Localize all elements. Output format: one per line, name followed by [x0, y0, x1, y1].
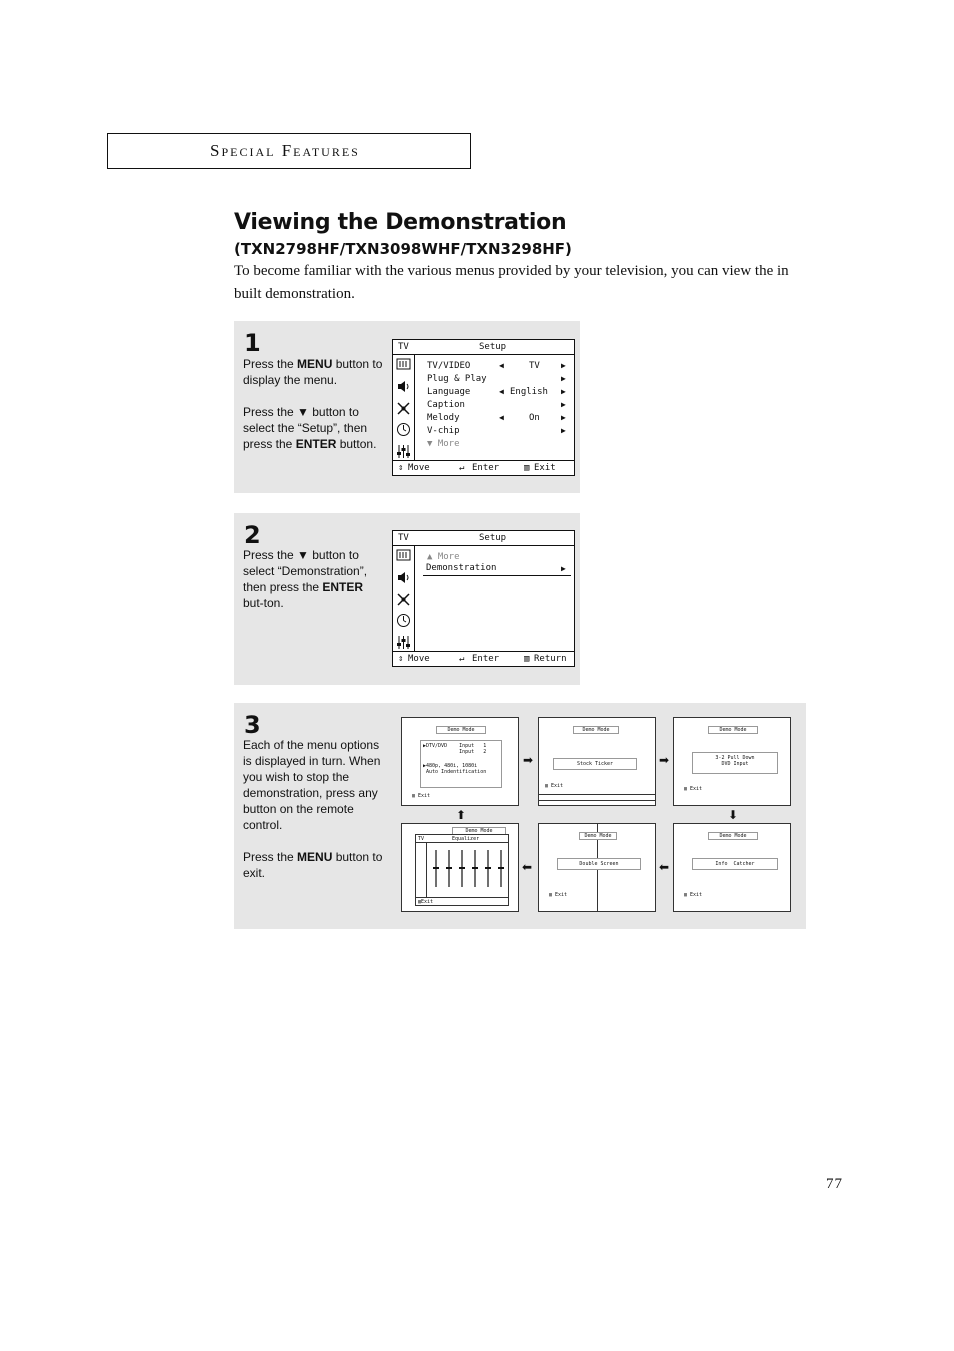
footer-enter: Enter	[472, 463, 500, 473]
menu-item-melody[interactable]: Melody	[427, 413, 460, 423]
demo-pull-down-box	[692, 752, 778, 774]
menu-item-demonstration: Demonstration	[426, 563, 497, 573]
arrow-up-icon: ⬆	[456, 808, 467, 822]
demo-stock-ticker: Stock Ticker	[553, 758, 637, 770]
equalizer-osd	[415, 834, 509, 906]
demo-exit	[684, 892, 702, 898]
menu-item-demonstration-row[interactable]	[423, 563, 571, 576]
step-2-number: 2	[244, 521, 261, 549]
footer-exit: Exit	[534, 463, 556, 473]
osd-sidebar	[393, 354, 415, 461]
arrow-right-icon: ▶	[561, 564, 566, 573]
demo-exit	[549, 892, 567, 898]
menu-icon: ▥	[524, 463, 530, 473]
footer-return: Return	[534, 654, 567, 664]
step-1-instructions	[243, 356, 383, 452]
value-tv-video: TV	[529, 361, 540, 371]
demo-exit	[684, 786, 702, 792]
channel-icon	[396, 592, 411, 607]
demo-screen-double-screen	[538, 823, 656, 912]
sound-icon	[396, 379, 411, 394]
clock-icon	[396, 422, 411, 437]
footer-move: Move	[408, 654, 430, 664]
picture-icon	[396, 548, 411, 563]
osd-footer	[393, 651, 574, 666]
osd-tv-label: TV	[418, 836, 425, 842]
menu-key-label: MENU	[297, 850, 333, 864]
arrow-left-icon: ◀	[499, 361, 504, 370]
footer-move: Move	[408, 463, 430, 473]
step-1-text: Press the	[243, 357, 298, 371]
enter-key-label: ENTER	[295, 437, 337, 451]
demo-double-screen: Double Screen	[557, 858, 641, 870]
arrow-right-icon: ▶	[561, 387, 566, 396]
demo-mode-label: Demo Mode	[436, 726, 486, 734]
osd-title: Setup	[479, 342, 507, 352]
menu-item-caption[interactable]: Caption	[427, 400, 465, 410]
demo-info-catcher: Info Catcher	[692, 858, 778, 870]
demo-exit-label: Exit	[690, 786, 703, 792]
demo-input-line: Input 2	[423, 749, 487, 755]
demo-mode-label: Demo Mode	[708, 726, 758, 734]
demo-exit-label: Exit	[555, 892, 568, 898]
osd-title: Setup	[479, 533, 507, 543]
step-1-text: button.	[336, 437, 377, 451]
step-3-instructions	[243, 737, 383, 881]
arrow-down-icon: ⬇	[728, 808, 739, 822]
demo-exit	[545, 783, 563, 789]
osd-title: Equalizer	[452, 836, 480, 842]
enter-icon: ↵	[459, 463, 465, 473]
demo-exit-label: Exit	[551, 783, 564, 789]
step-2-instructions	[243, 547, 385, 611]
menu-icon: ▥	[412, 793, 416, 799]
page-number: 77	[826, 1176, 843, 1192]
step-2-text: Press the ▼ button to select “Demonstration”, then press the	[243, 548, 368, 594]
step-1-panel	[234, 321, 580, 493]
arrow-left-icon: ⬅	[659, 860, 670, 874]
value-language: English	[510, 387, 548, 397]
arrow-left-icon: ⬅	[522, 860, 533, 874]
demo-mode-label: Demo Mode	[579, 832, 617, 840]
demo-screen-info-catcher	[673, 823, 791, 912]
menu-icon: ▥	[684, 786, 688, 792]
osd-header	[393, 340, 574, 355]
model-numbers: (TXN2798HF/TXN3098WHF/TXN3298HF)	[234, 240, 572, 258]
intro-paragraph: To become familiar with the various menus provided by your television, you can view the in built demonstration.	[234, 263, 789, 302]
osd-footer	[393, 460, 574, 475]
move-icon: ⇕	[398, 654, 404, 664]
arrow-right-icon: ▶	[561, 400, 566, 409]
demo-input-line: ▶DTV/DVD Input 1	[423, 743, 487, 749]
demo-screen-input	[401, 717, 519, 806]
equalizer-sliders	[428, 845, 506, 895]
arrow-left-icon: ◀	[499, 387, 504, 396]
arrow-left-icon: ◀	[499, 413, 504, 422]
ticker-line	[539, 794, 655, 795]
menu-key-label: MENU	[297, 357, 333, 371]
demo-pull-down: 3-2 Pull Down	[715, 755, 755, 761]
arrow-right-icon: ▶	[561, 413, 566, 422]
osd-header	[393, 531, 574, 546]
step-2-panel	[234, 513, 580, 685]
menu-icon: ▥	[545, 783, 549, 789]
arrow-right-icon: ➡	[659, 753, 670, 767]
arrow-right-icon: ➡	[523, 753, 534, 767]
menu-item-tv-video[interactable]: TV/VIDEO	[427, 361, 471, 371]
menu-icon: ▥	[684, 892, 688, 898]
setup-icon	[396, 444, 411, 459]
enter-key-label: ENTER	[322, 580, 364, 594]
osd-sidebar	[393, 545, 415, 652]
step-3-text: Press the	[243, 850, 298, 864]
step-3-panel	[234, 703, 806, 929]
section-title: Special Features	[210, 141, 360, 160]
footer-enter: Enter	[472, 654, 500, 664]
arrow-right-icon: ▶	[561, 361, 566, 370]
step-1-text: button to display the menu.	[243, 357, 383, 387]
menu-icon: ▥	[418, 899, 422, 905]
demo-mode-label: Demo Mode	[573, 726, 619, 734]
arrow-right-icon: ▶	[561, 374, 566, 383]
demo-screen-pull-down	[673, 717, 791, 806]
menu-more[interactable]: ▼ More	[427, 439, 460, 449]
demo-input-line: Auto Indentification	[423, 769, 487, 775]
demo-dvd-input: DVD Input	[721, 761, 749, 767]
ticker-line	[539, 800, 655, 801]
osd-sidebar	[426, 842, 427, 897]
setup-menu-screen	[392, 339, 575, 476]
enter-icon: ↵	[459, 654, 465, 664]
step-2-text: but-ton.	[243, 596, 284, 610]
menu-icon: ▥	[524, 654, 530, 664]
osd-tv-label: TV	[398, 533, 409, 543]
menu-icon: ▥	[549, 892, 553, 898]
demo-input-box	[420, 740, 502, 788]
menu-more-up[interactable]: ▲ More	[427, 552, 460, 562]
page-title: Viewing the Demonstration	[234, 210, 567, 235]
demo-exit-label: Exit	[418, 793, 431, 799]
step-1-text: Press the ▼ button to select the “Setup”, then press the	[243, 405, 368, 451]
step-3-text: button to exit.	[243, 850, 383, 880]
demo-exit-label: Exit	[690, 892, 703, 898]
menu-item-v-chip[interactable]: V-chip	[427, 426, 460, 436]
channel-icon	[396, 401, 411, 416]
menu-item-plug-play[interactable]: Plug & Play	[427, 374, 487, 384]
demo-mode-label: Demo Mode	[452, 827, 506, 835]
demo-input-line: ▶480p, 480i, 1080i	[423, 763, 478, 769]
step-3-number: 3	[244, 711, 261, 739]
demo-exit-label: Exit	[421, 899, 434, 905]
menu-item-language[interactable]: Language	[427, 387, 471, 397]
picture-icon	[396, 357, 411, 372]
step-3-text: Each of the menu options is displayed in turn. When you wish to stop the demonstration, press any button on the remote control.	[243, 738, 381, 832]
setup-more-screen	[392, 530, 575, 667]
osd-tv-label: TV	[398, 342, 409, 352]
move-icon: ⇕	[398, 463, 404, 473]
demo-mode-label: Demo Mode	[708, 832, 758, 840]
demo-screen-stock-ticker	[538, 717, 656, 806]
demo-exit	[412, 793, 430, 799]
setup-icon	[396, 635, 411, 650]
demo-exit	[418, 899, 433, 905]
step-1-number: 1	[244, 329, 261, 357]
clock-icon	[396, 613, 411, 628]
sound-icon	[396, 570, 411, 585]
osd-footer-line	[416, 897, 508, 898]
osd-header-line	[416, 842, 508, 843]
value-melody: On	[529, 413, 540, 423]
demo-screen-equalizer	[401, 823, 519, 912]
arrow-right-icon: ▶	[561, 426, 566, 435]
